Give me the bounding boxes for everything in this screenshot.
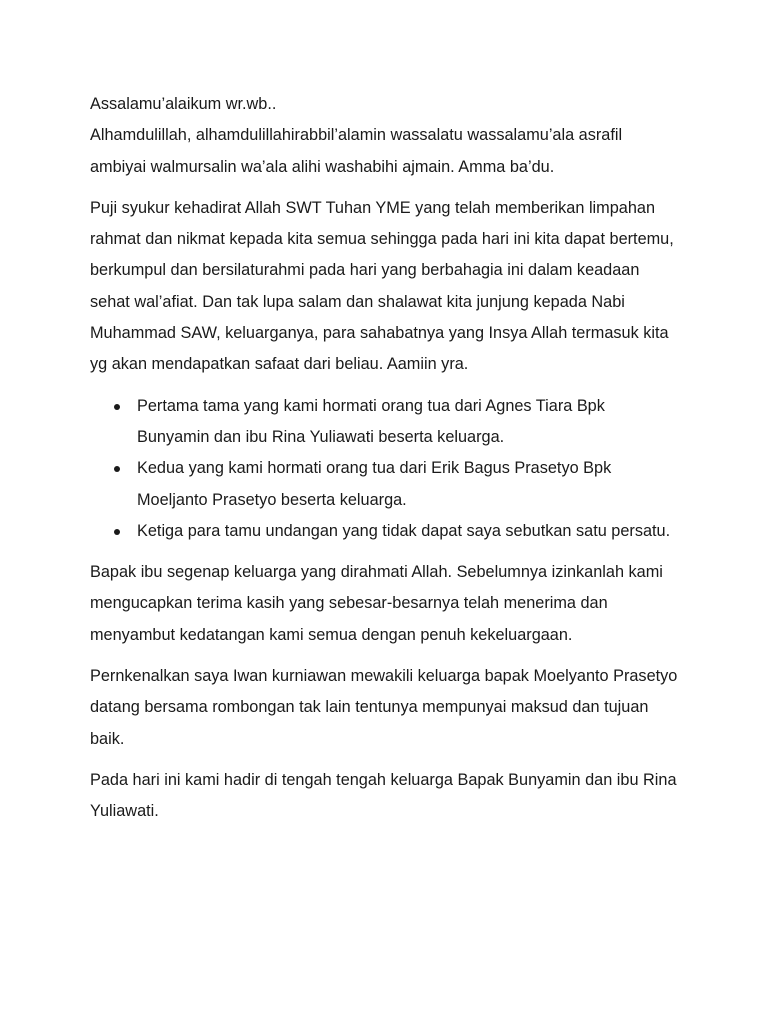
introduction-paragraph: Pernkenalkan saya Iwan kurniawan mewakili keluarga bapak Moelyanto Prasetyo datang bersama rombongan tak lain tentunya mempunyai maksud dan tujuan baik. xyxy=(90,667,678,748)
list-item xyxy=(90,453,680,516)
opening-paragraph: Alhamdulillah, alhamdulillahirabbil’alamin wassalatu wassalamu’ala asrafil ambiyai walmursalin wa’ala alihi washabihi ajmain. Amma ba’du. xyxy=(90,126,623,176)
thanks-paragraph: Bapak ibu segenap keluarga yang dirahmati Allah. Sebelumnya izinkanlah kami mengucapkan terima kasih yang sebesar-besarnya telah menerima dan menyambut kedatangan kami semua dengan penuh kekeluargaan. xyxy=(90,563,663,644)
list-item-text: Ketiga para tamu undangan yang tidak dapat saya sebutkan satu persatu. xyxy=(137,521,671,540)
purpose-paragraph: Pada hari ini kami hadir di tengah tengah keluarga Bapak Bunyamin dan ibu Rina Yuliawati. xyxy=(90,770,677,821)
bullet-icon xyxy=(114,529,120,535)
document-page xyxy=(90,89,680,838)
list-item xyxy=(90,391,680,454)
gratitude-paragraph: Puji syukur kehadirat Allah SWT Tuhan YME yang telah memberikan limpahan rahmat dan nikmat kepada kita semua sehingga pada hari ini kita dapat bertemu, berkumpul dan bersilaturahmi pada hari yang berbahagia ini dalam keadaan sehat wal’afiat. Dan tak lupa salam dan shalawat kita junjung kepada Nabi Muhammad SAW, keluarganya, para sahabatnya yang Insya Allah termasuk kita yg akan mendapatkan safaat dari beliau. Aamiin yra. xyxy=(90,198,674,374)
list-item-text: Pertama tama yang kami hormati orang tua dari Agnes Tiara Bpk Bunyamin dan ibu Rina Yuliawati beserta keluarga. xyxy=(137,396,605,446)
list-item-text: Kedua yang kami hormati orang tua dari Erik Bagus Prasetyo Bpk Moeljanto Prasetyo beserta keluarga. xyxy=(137,459,612,509)
bullet-icon xyxy=(114,466,120,472)
respects-list xyxy=(90,391,680,547)
list-item xyxy=(90,516,680,547)
bullet-icon xyxy=(114,404,120,410)
greeting-paragraph: Assalamu’alaikum wr.wb.. xyxy=(90,95,277,113)
